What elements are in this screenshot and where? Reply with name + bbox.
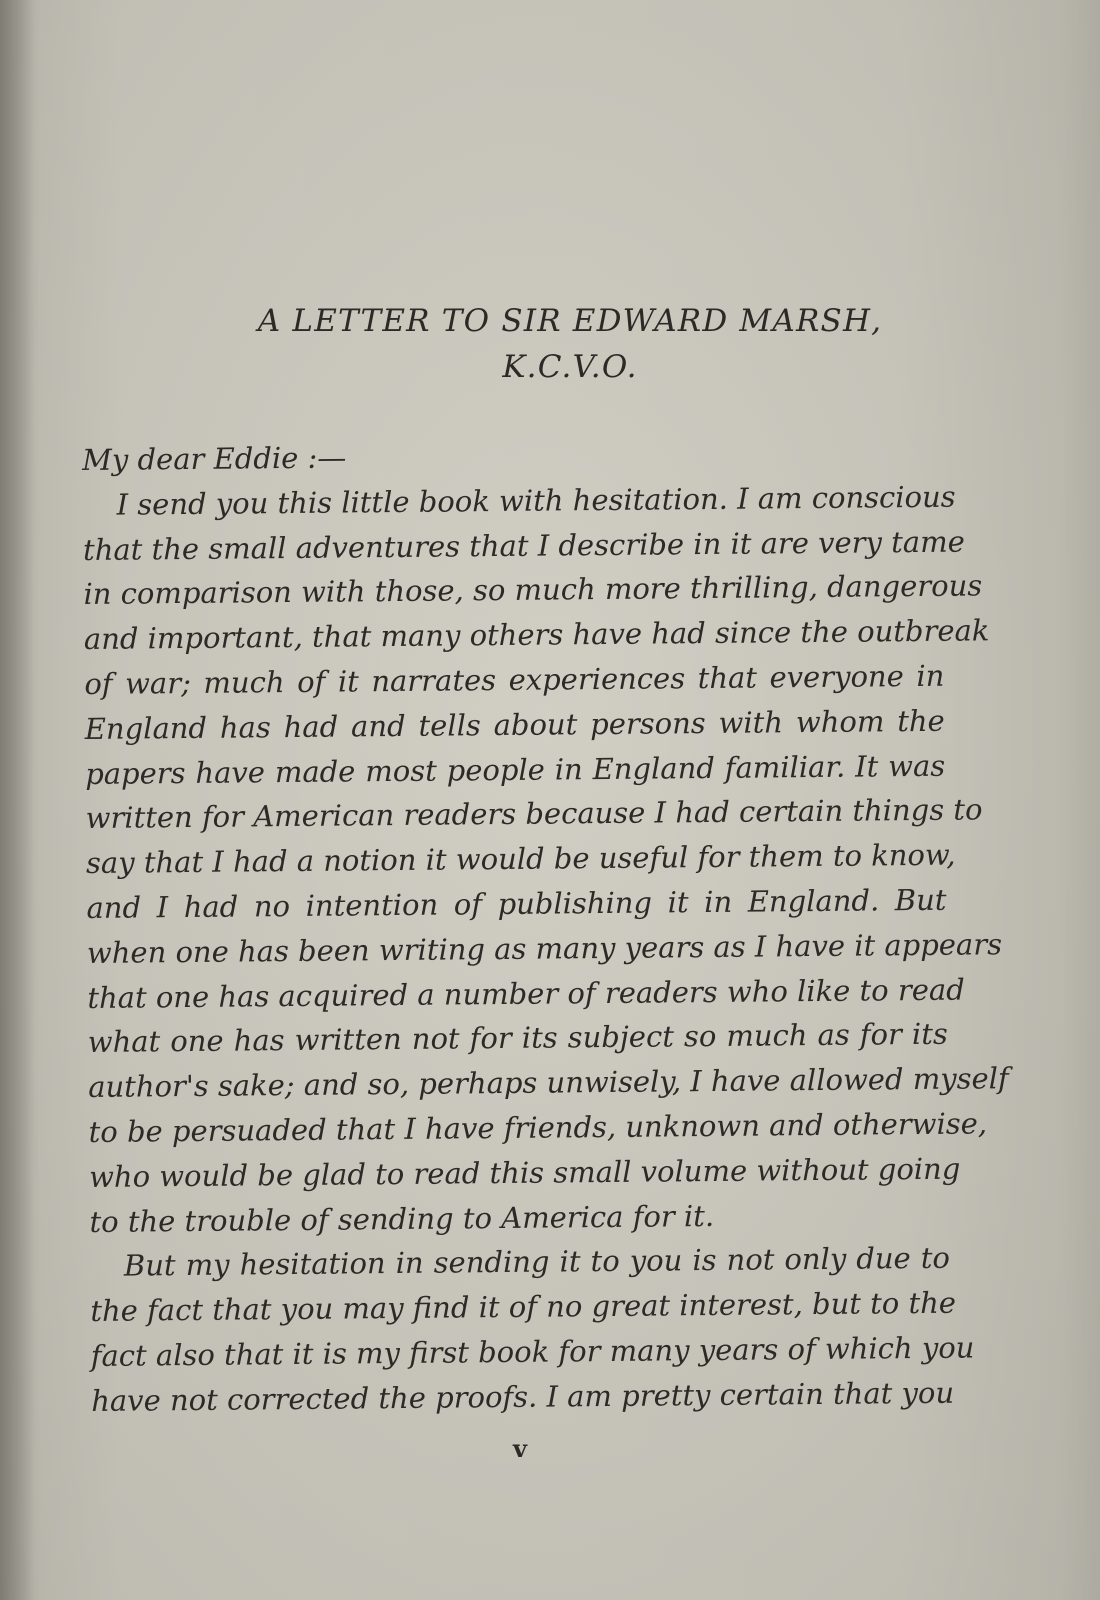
salutation: My dear Eddie :— — [82, 440, 347, 477]
text-line: But my hesitation in sending it to you is not only due to — [123, 1241, 951, 1283]
text-line: when one has been writing as many years as I have it appears — [86, 926, 1003, 970]
text-line: to be persuaded that I have friends, unknown and otherwise, — [88, 1106, 988, 1149]
text-line: that the small adventures that I describe in it are very tame — [82, 524, 965, 567]
text-line: that one has acquired a number of readers who like to read — [87, 972, 965, 1015]
text-line: and important, that many others have had since the outbreak — [83, 613, 990, 657]
text-line: what one has written not for its subject so much as for its — [87, 1017, 948, 1060]
text-line: have not corrected the proofs. I am pretty certain that you — [91, 1375, 955, 1418]
text-line: who would be glad to read this small volume without going — [88, 1151, 961, 1194]
text-line: I send you this little book with hesitation. I am conscious — [116, 479, 956, 522]
text-line: author's sake; and so, perhaps unwisely, I have allowed myself — [88, 1061, 1009, 1105]
heading-line-1: A LETTER TO SIR EDWARD MARSH, — [257, 303, 883, 339]
letter-body — [82, 430, 1009, 1424]
heading-line-2: K.C.V.O. — [502, 349, 638, 385]
text-line: England has had and tells about persons with whom the — [84, 703, 945, 746]
text-line: say that I had a notion it would be useful for them to know, — [85, 837, 956, 881]
text-line: of war; much of it narrates experiences that everyone in — [84, 658, 945, 701]
text-line: and I had no intention of publishing it in England. But — [86, 882, 947, 925]
text-line: written for American readers because I had certain things to — [85, 792, 983, 836]
text-line: the fact that you may find it of no great interest, but to the — [90, 1285, 957, 1329]
letter-heading — [150, 298, 990, 390]
text-line: to the trouble of sending to America for it. — [89, 1198, 715, 1239]
text-line: papers have made most people in England familiar. It was — [85, 748, 946, 791]
gutter-shadow — [0, 0, 34, 1600]
text-line: in comparison with those, so much more thrilling, dangerous — [83, 568, 983, 612]
page-number: v — [513, 1434, 527, 1463]
text-line: fact also that it is my first book for many years of which you — [90, 1330, 975, 1373]
